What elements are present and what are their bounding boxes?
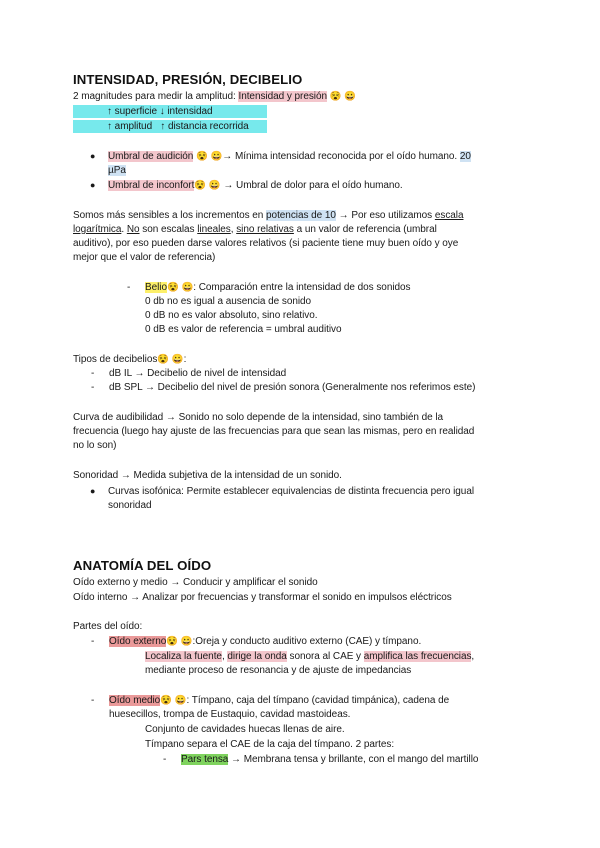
bullet-dot-icon: ●	[90, 180, 96, 190]
highlight-oido-externo: Oído externo	[109, 636, 167, 647]
curva-line-1: Curva de audibilidad → Sonido no solo depende de la intensidad, sino también de la	[73, 412, 444, 423]
emoji-dizzy-icon: 😵	[160, 695, 172, 706]
emoji-dizzy-icon: 😵	[194, 180, 207, 191]
oido-medio-line: Oído medio😵 😀: Tímpano, caja del tímpano (cavidad timpánica), cadena de	[109, 695, 450, 706]
underline-no: No	[126, 224, 140, 235]
belio-sub-3: 0 dB es valor de referencia = umbral auditivo	[145, 324, 342, 335]
para-sensibles-line1: Somos más sensibles a los incrementos en potencias de 10 → Por eso utilizamos escala	[73, 210, 464, 221]
emoji-grin-icon: 😀	[208, 180, 221, 191]
emoji-dizzy-icon: 😵	[157, 354, 170, 365]
highlight-belio: Belio	[145, 282, 167, 293]
oido-externo-sub-2: mediante proceso de resonancia y de ajuste de impedancias	[145, 665, 412, 676]
dash-icon: -	[91, 636, 95, 647]
superficie-line: ↑ superficie ↓ intensidad	[107, 106, 213, 117]
highlight-dirige: dirige la onda	[227, 651, 287, 662]
emoji-dizzy-icon: 😵	[167, 282, 179, 293]
partes-label: Partes del oído:	[73, 621, 143, 632]
highlight-potencias: potencias de 10	[266, 210, 336, 221]
amplitud-line: ↑ amplitud ↑ distancia recorrida	[107, 121, 249, 132]
highlight-umbral-inconfort: Umbral de inconfort	[108, 180, 195, 191]
bullet-umbral-inconfort: Umbral de inconfort😵 😀 → Umbral de dolor para el oído humano.	[108, 180, 403, 191]
bullet-dot-icon: ●	[90, 486, 96, 496]
underline-logaritmica: logarítmica	[73, 224, 122, 235]
highlight-unit: µPa	[108, 165, 126, 176]
anatomia-line-2: Oído interno → Analizar por frecuencias y transformar el sonido en impulsos eléctricos	[73, 592, 452, 603]
highlight-umbral-audicion: Umbral de audición	[108, 151, 194, 162]
curva-line-2: frecuencia (luego hay ajuste de las frecuencias para que sean las mismas, pero en realidad	[73, 426, 475, 437]
highlight-amplifica: amplifica las frecuencias	[363, 651, 472, 662]
tipos-item-1: dB IL → Decibelio de nivel de intensidad	[109, 368, 287, 379]
highlight-oido-medio: Oído medio	[109, 695, 161, 706]
highlight-localiza: Localiza la fuente	[145, 651, 222, 662]
intro-line: 2 magnitudes para medir la amplitud: Intensidad y presión 😵 😀	[73, 91, 357, 102]
bullet-dot-icon: ●	[90, 151, 96, 161]
emoji-grin-icon: 😀	[180, 636, 193, 647]
tipos-label: Tipos de decibelios😵 😀:	[73, 354, 187, 365]
highlight-intensidad-presion: Intensidad y presión	[238, 91, 327, 102]
para-sensibles-line3: auditivo), por eso pueden darse valores relativos (si paciente tiene muy buen oído y oye	[73, 238, 459, 249]
oido-medio-sub-2: Tímpano separa el CAE de la caja del tímpano. 2 partes:	[145, 739, 395, 750]
oido-externo-line: Oído externo😵 😀:Oreja y conducto auditivo externo (CAE) y tímpano.	[109, 636, 422, 647]
dash-icon: -	[91, 368, 95, 379]
pars-tensa-line: Pars tensa → Membrana tensa y brillante, con el mango del martillo	[181, 754, 479, 765]
belio-line: Belio😵 😀: Comparación entre la intensidad de dos sonidos	[145, 282, 411, 293]
tipos-item-2: dB SPL → Decibelio del nivel de presión sonora (Generalmente nos referimos este)	[109, 382, 476, 393]
emoji-dizzy-icon: 😵	[329, 91, 342, 102]
dash-icon: -	[91, 695, 95, 706]
belio-sub-1: 0 db no es igual a ausencia de sonido	[145, 296, 312, 307]
underline-escala: escala	[434, 210, 464, 221]
highlight-pars-tensa: Pars tensa	[181, 754, 229, 765]
oido-medio-sub-1: Conjunto de cavidades huecas llenas de aire.	[145, 724, 345, 735]
highlight-value: 20	[459, 151, 471, 162]
curvas-line-1: Curvas isofónica: Permite establecer equivalencias de distinta frecuencia pero igual	[108, 486, 475, 497]
section-title-anatomia: ANATOMÍA DEL OÍDO	[73, 558, 212, 573]
oido-medio-line-2: huesecillos, trompa de Eustaquio, cavidad mastoideas.	[109, 709, 351, 720]
curvas-line-2: sonoridad	[108, 500, 152, 511]
emoji-grin-icon: 😀	[171, 354, 184, 365]
emoji-grin-icon: 😀	[344, 91, 357, 102]
emoji-grin-icon: 😀	[174, 695, 187, 706]
dash-icon: -	[127, 282, 131, 293]
para-sensibles-line2: logarítmica. No son escalas lineales, sino relativas a un valor de referencia (umbral	[73, 224, 437, 235]
emoji-dizzy-icon: 😵	[196, 151, 208, 162]
bullet-umbral-audicion: Umbral de audición 😵 😀→ Mínima intensidad reconocida por el oído humano. 20	[108, 151, 471, 162]
oido-externo-sub-1: Localiza la fuente, dirige la onda sonora al CAE y amplifica las frecuencias,	[145, 651, 475, 662]
curva-line-3: no lo son)	[73, 440, 117, 451]
section-title-intensidad: INTENSIDAD, PRESIÓN, DECIBELIO	[73, 72, 303, 87]
sonoridad-line: Sonoridad → Medida subjetiva de la intensidad de un sonido.	[73, 470, 342, 481]
bullet-umbral-audicion-cont	[108, 164, 126, 177]
emoji-dizzy-icon: 😵	[166, 636, 178, 647]
underline-sino-relativas: sino relativas	[236, 224, 294, 235]
para-sensibles-line4: mejor que el valor de referencia)	[73, 252, 216, 263]
belio-sub-2: 0 dB no es valor absoluto, sino relativo.	[145, 310, 318, 321]
emoji-grin-icon: 😀	[181, 282, 194, 293]
emoji-grin-icon: 😀	[210, 151, 223, 162]
underline-lineales: lineales	[197, 224, 231, 235]
anatomia-line-1: Oído externo y medio → Conducir y amplificar el sonido	[73, 577, 318, 588]
dash-icon: -	[163, 754, 167, 765]
dash-icon: -	[91, 382, 95, 393]
